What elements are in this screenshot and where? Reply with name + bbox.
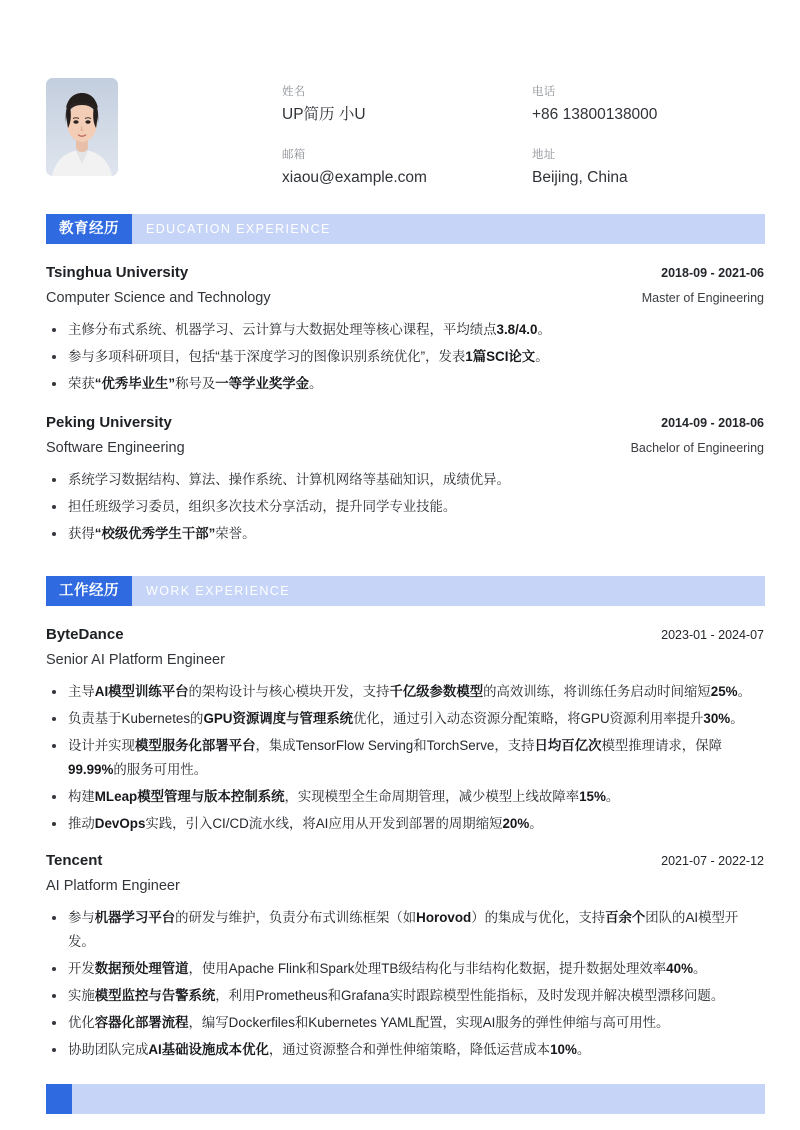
bullet-item: 获得“校级优秀学生干部”荣誉。: [46, 522, 764, 546]
bullet-item: 参与机器学习平台的研发与维护，负责分布式训练框架（如Horovod）的集成与优化，支持百余个团队的AI模型开发。: [46, 906, 764, 954]
field-value-email: xiaou@example.com: [282, 169, 427, 186]
section-tag-work: 工作经历: [46, 576, 132, 606]
section-header-work: [46, 576, 765, 606]
section-tag-clipped: [46, 1084, 72, 1114]
section-tag-education: 教育经历: [46, 214, 132, 244]
entry-title: Senior AI Platform Engineer: [46, 652, 225, 668]
entry-sub: [46, 649, 764, 671]
entry-bullets: [46, 680, 764, 836]
bullet-item: 推动DevOps实践，引入CI/CD流水线，将AI应用从开发到部署的周期缩短20%。: [46, 812, 764, 836]
entry-degree: Master of Engineering: [641, 291, 764, 305]
bullet-item: 开发数据预处理管道，使用Apache Flink和Spark处理TB级结构化与非结构化数据，提升数据处理效率40%。: [46, 957, 764, 981]
field-email: [282, 147, 532, 188]
bullet-item: 优化容器化部署流程，编写Dockerfiles和Kubernetes YAML配置，实现AI服务的弹性伸缩与高可用性。: [46, 1011, 764, 1035]
entry-degree: Bachelor of Engineering: [630, 441, 764, 455]
entry-bytedance: [46, 624, 764, 836]
field-value-name: UP简历 小U: [282, 106, 366, 123]
entry-tencent: [46, 850, 764, 1062]
section-subtitle-clipped: [72, 1084, 86, 1114]
entry-org: Peking University: [46, 414, 172, 431]
section-work: [0, 576, 800, 1062]
entry-major: Software Engineering: [46, 440, 185, 456]
bullet-item: 系统学习数据结构、算法、操作系统、计算机网络等基础知识，成绩优异。: [46, 468, 764, 492]
bullet-item: 协助团队完成AI基础设施成本优化，通过资源整合和弹性伸缩策略，降低运营成本10%。: [46, 1038, 764, 1062]
field-label-name: 姓名: [282, 86, 306, 98]
bullet-item: 构建MLeap模型管理与版本控制系统，实现模型全生命周期管理，减少模型上线故障率15%。: [46, 785, 764, 809]
portrait-photo-icon: [46, 78, 118, 176]
field-phone: [532, 84, 782, 125]
contact-grid: [282, 78, 782, 188]
entry-sub: [46, 875, 764, 897]
section-education: [0, 214, 800, 546]
entry-bullets: [46, 906, 764, 1062]
avatar: [46, 78, 118, 176]
entry-date: 2014-09 - 2018-06: [661, 416, 764, 430]
bullet-item: 荣获“优秀毕业生”称号及一等学业奖学金。: [46, 372, 764, 396]
field-label-phone: 电话: [532, 86, 556, 98]
bullet-item: 主导AI模型训练平台的架构设计与核心模块开发，支持千亿级参数模型的高效训练，将训练任务启动时间缩短25%。: [46, 680, 764, 704]
entry-bullets: [46, 318, 764, 396]
entry-major: Computer Science and Technology: [46, 290, 271, 306]
bullet-item: 担任班级学习委员，组织多次技术分享活动，提升同学专业技能。: [46, 495, 764, 519]
entry-tsinghua: [46, 262, 764, 396]
entry-top: [46, 624, 764, 646]
entry-date: 2023-01 - 2024-07: [661, 628, 764, 642]
bullet-item: 主修分布式系统、机器学习、云计算与大数据处理等核心课程，平均绩点3.8/4.0。: [46, 318, 764, 342]
field-value-address: Beijing, China: [532, 169, 628, 186]
entry-bullets: [46, 468, 764, 546]
entry-top: [46, 412, 764, 434]
field-value-phone: +86 13800138000: [532, 106, 658, 123]
entry-top: [46, 850, 764, 872]
bullet-item: 参与多项科研项目，包括“基于深度学习的图像识别系统优化”，发表1篇SCI论文。: [46, 345, 764, 369]
entry-sub: [46, 287, 764, 309]
entry-sub: [46, 437, 764, 459]
entry-org: Tencent: [46, 852, 103, 869]
section-subtitle-education: EDUCATION EXPERIENCE: [146, 222, 331, 236]
entry-title: AI Platform Engineer: [46, 878, 180, 894]
entry-peking: [46, 412, 764, 546]
section-header-education: [46, 214, 765, 244]
entry-date: 2018-09 - 2021-06: [661, 266, 764, 280]
field-label-email: 邮箱: [282, 149, 306, 161]
section-next-clipped: [0, 1084, 800, 1114]
bullet-item: 实施模型监控与告警系统，利用Prometheus和Grafana实时跟踪模型性能指标，及时发现并解决模型漂移问题。: [46, 984, 764, 1008]
entry-date: 2021-07 - 2022-12: [661, 854, 764, 868]
bullet-item: 负责基于Kubernetes的GPU资源调度与管理系统优化，通过引入动态资源分配策略，将GPU资源利用率提升30%。: [46, 707, 764, 731]
section-subtitle-work: WORK EXPERIENCE: [146, 584, 290, 598]
field-label-address: 地址: [532, 149, 556, 161]
field-address: [532, 147, 782, 188]
section-header-clipped: [46, 1084, 765, 1114]
entry-org: ByteDance: [46, 626, 124, 643]
profile-header: [0, 0, 800, 188]
bullet-item: 设计并实现模型服务化部署平台，集成TensorFlow Serving和TorchServe，支持日均百亿次模型推理请求，保障99.99%的服务可用性。: [46, 734, 764, 782]
field-name: [282, 84, 532, 125]
entry-top: [46, 262, 764, 284]
entry-org: Tsinghua University: [46, 264, 189, 281]
